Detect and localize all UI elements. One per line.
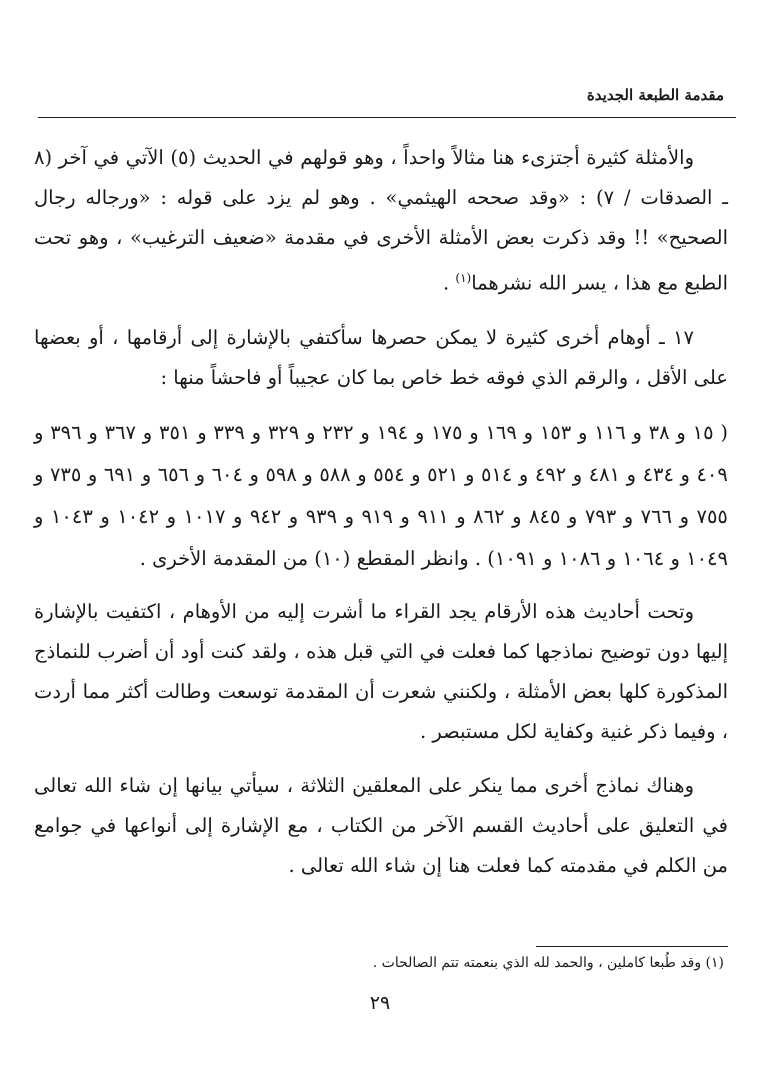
paragraph-2: ١٧ ـ أوهام أخرى كثيرة لا يمكن حصرها سأكتفي بالإشارة إلى أرقامها ، أو بعضها على الأقل ، والرقم الذي فوقه خط خاص بما كان عجيباً أو فاحشاً منها : bbox=[34, 325, 728, 389]
page-number: ٢٩ bbox=[369, 992, 391, 1014]
paragraph-1 bbox=[34, 138, 728, 304]
header-divider bbox=[38, 117, 736, 118]
footnote-marker: (١) bbox=[455, 271, 472, 285]
running-header: مقدمة الطبعة الجديدة bbox=[586, 86, 724, 104]
main-text bbox=[34, 138, 728, 900]
footnote-divider bbox=[536, 946, 728, 947]
paragraph-1-end: . bbox=[442, 271, 456, 295]
hadith-numbers-list: ( ١٥ و ٣٨ و ١١٦ و ١٥٣ و ١٦٩ و ١٧٥ و ١٩٤ و ٢٣٢ و ٣٢٩ و ٣٣٩ و ٣٥١ و ٣٦٧ و ٣٩٦ و ٤٠٩ و ٤٣٤ و ٤٨١ و ٤٩٢ و ٥١٤ و ٥٢١ و ٥٥٤ و ٥٨٨ و ٥٩٨ و ٦٠٤ و ٦٥٦ و ٦٩١ و ٧٣٥ و ٧٥٥ و ٧٦٦ و ٧٩٣ و ٨٤٥ و ٨٦٢ و ٩١١ و ٩١٩ و ٩٣٩ و ٩٤٢ و ١٠١٧ و ١٠٤٢ و ١٠٤٣ و ١٠٤٩ و ١٠٦٤ و ١٠٨٦ و ١٠٩١) . وانظر المقطع (١٠) من المقدمة الأخرى . bbox=[34, 420, 728, 570]
paragraph-1-text: والأمثلة كثيرة أجتزىء هنا مثالاً واحداً ، وهو قولهم في الحديث (٥) الآتي في آخر (٨ ـ الصدقات / ٧) : «وقد صححه الهيثمي» . وهو لم يزد على قوله : «ورجاله رجال الصحيح» !! وقد ذكرت بعض الأمثلة الأخرى في مقدمة «ضعيف الترغيب» ، وهو تحت الطبع مع هذا ، يسر الله نشرهما bbox=[34, 146, 728, 295]
footnote: (١) وقد طُبعا كاملين ، والحمد لله الذي بنعمته تتم الصالحات . bbox=[372, 955, 724, 971]
paragraph-3: وتحت أحاديث هذه الأرقام يجد القراء ما أشرت إليه من الأوهام ، اكتفيت بالإشارة إليها دون توضيح نماذجها كما فعلت في التي قبل هذه ، ولقد كنت أود أن أضرب للنماذج المذكورة كلها بعض الأمثلة ، ولكنني شعرت أن المقدمة توسعت وطالت أكثر مما أردت ، وفيما ذكر غنية وكفاية لكل مستبصر . bbox=[34, 599, 728, 743]
paragraph-4: وهناك نماذج أخرى مما ينكر على المعلقين الثلاثة ، سيأتي بيانها إن شاء الله تعالى في التعليق على أحاديث القسم الآخر من الكتاب ، مع الإشارة إلى أنواعها في جوامع من الكلم في مقدمته كما فعلت هنا إن شاء الله تعالى . bbox=[34, 773, 728, 877]
